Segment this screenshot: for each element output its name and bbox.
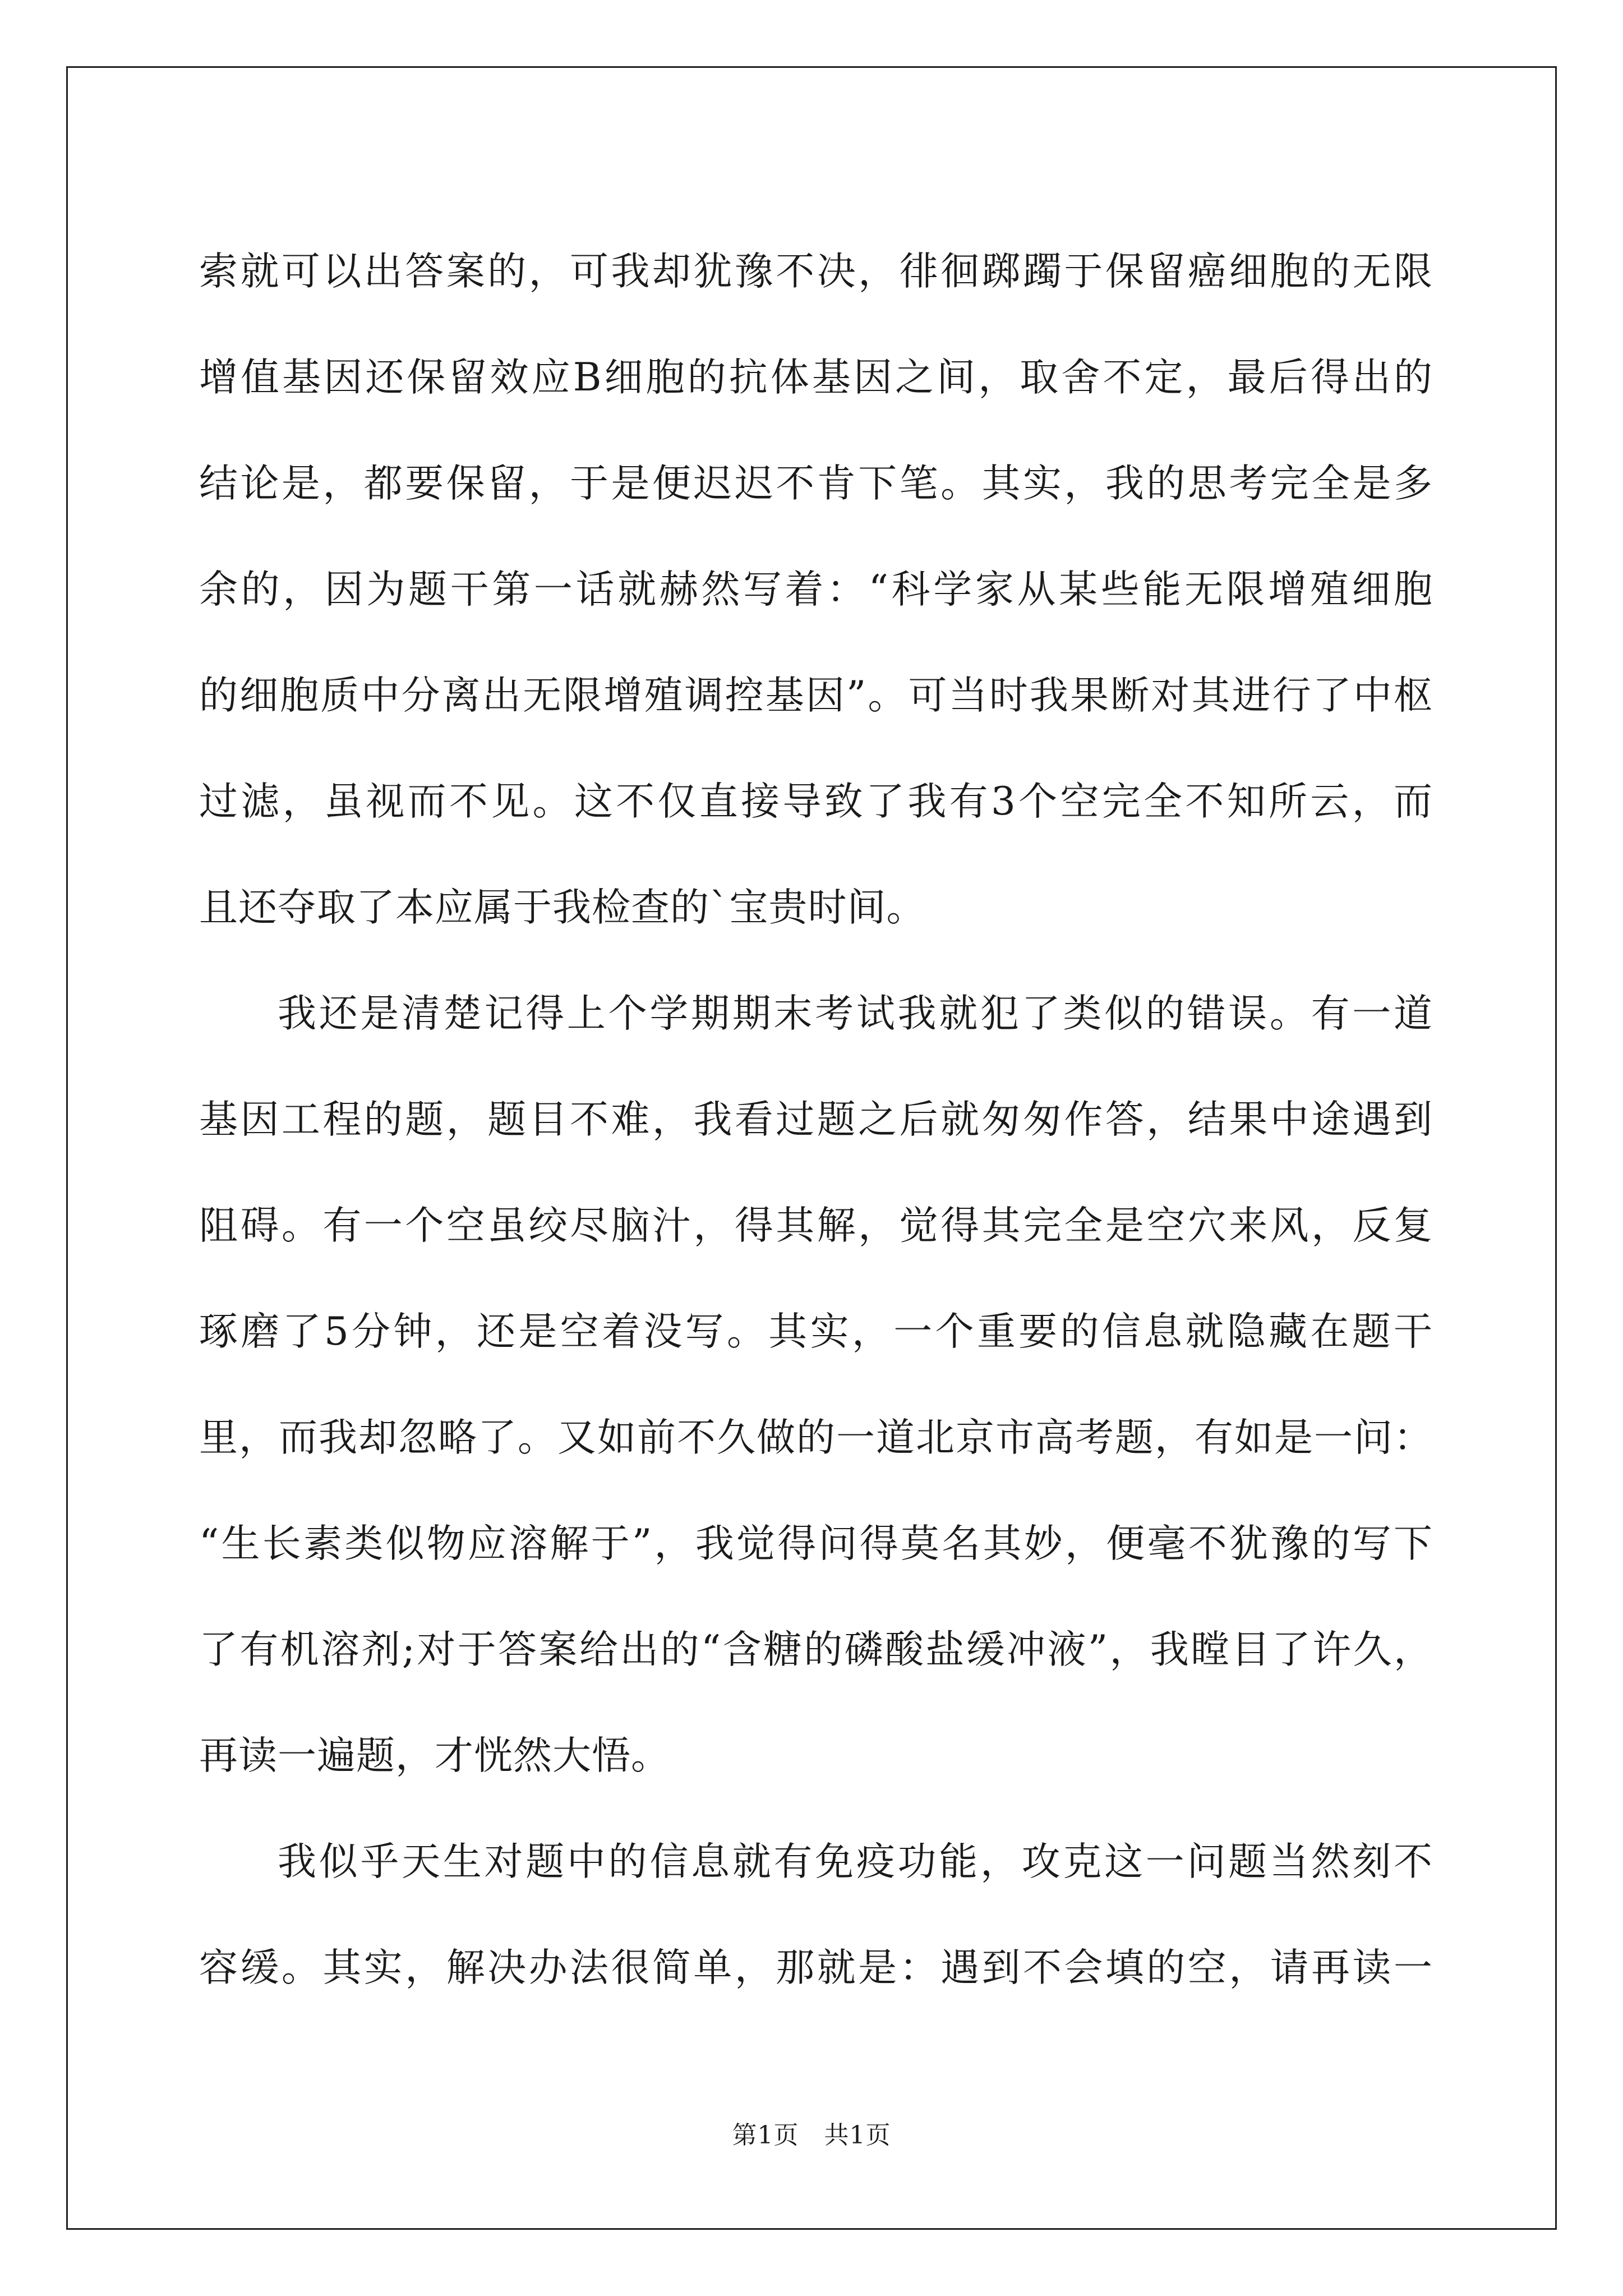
paragraph (199, 1809, 1433, 2021)
text-line: 结论是，都要保留，于是便迟迟不肯下笔。其实，我的思考完全是多 (199, 461, 1433, 506)
text-line: 且还夺取了本应属于我检查的`宝贵时间。 (199, 885, 926, 930)
text-line: 过滤，虽视而不见。这不仅直接导致了我有3个空完全不知所云，而 (199, 779, 1433, 824)
text-line: 了有机溶剂;对于答案给出的“含糖的磷酸盐缓冲液”，我瞠目了许久， (199, 1627, 1433, 1672)
text-line: 我还是清楚记得上个学期期末考试我就犯了类似的错误。有一道 (278, 991, 1433, 1036)
page-number-label: 第1页 共1页 (732, 2121, 891, 2150)
text-line: 再读一遍题，才恍然大悟。 (199, 1733, 670, 1778)
text-line: 琢磨了5分钟，还是空着没写。其实，一个重要的信息就隐藏在题干 (199, 1309, 1433, 1354)
text-line: 阻碍。有一个空虽绞尽脑汁，得其解，觉得其完全是空穴来风，反复 (199, 1203, 1433, 1248)
document-body (199, 219, 1433, 2021)
text-line: 容缓。其实，解决办法很简单，那就是：遇到不会填的空，请再读一 (199, 1945, 1433, 1990)
paragraph (199, 961, 1433, 1809)
paragraph (199, 219, 1433, 961)
text-line: 的细胞质中分离出无限增殖调控基因”。可当时我果断对其进行了中枢 (199, 673, 1433, 718)
text-line: 索就可以出答案的，可我却犹豫不决，徘徊踯躅于保留癌细胞的无限 (199, 249, 1433, 294)
text-line: 我似乎天生对题中的信息就有免疫功能，攻克这一问题当然刻不 (278, 1839, 1433, 1884)
text-line: “生长素类似物应溶解于”，我觉得问得莫名其妙，便毫不犹豫的写下 (199, 1521, 1433, 1566)
text-line: 增值基因还保留效应B细胞的抗体基因之间，取舍不定，最后得出的 (199, 355, 1433, 400)
text-line: 余的，因为题干第一话就赫然写着：“科学家从某些能无限增殖细胞 (199, 567, 1433, 612)
page-footer (0, 2115, 1623, 2151)
text-line: 基因工程的题，题目不难，我看过题之后就匆匆作答，结果中途遇到 (199, 1097, 1433, 1142)
text-line: 里，而我却忽略了。又如前不久做的一道北京市高考题，有如是一问： (199, 1415, 1433, 1460)
